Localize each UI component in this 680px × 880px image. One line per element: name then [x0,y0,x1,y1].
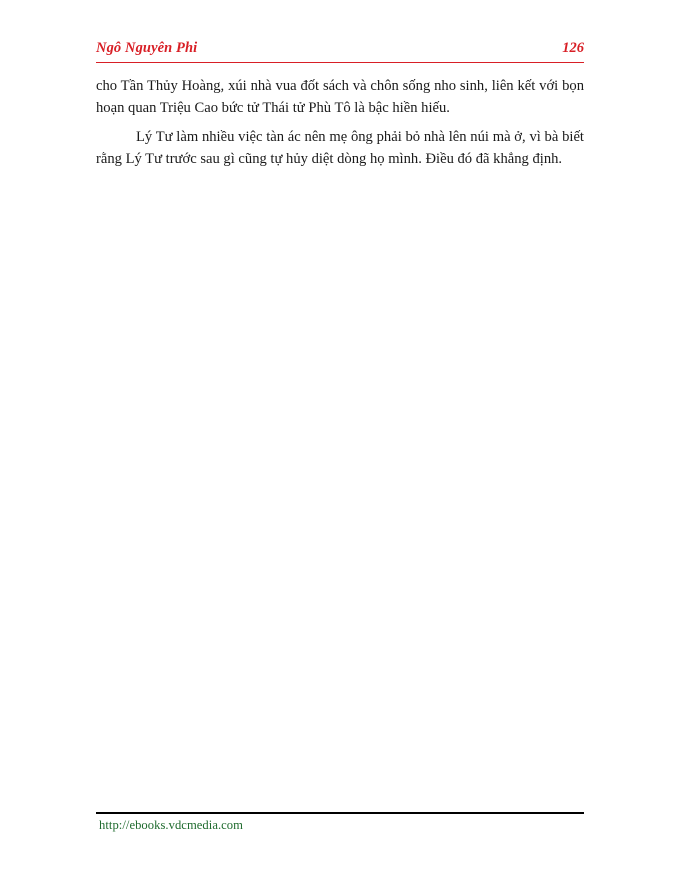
header-author: Ngô Nguyên Phi [96,40,198,56]
page-header [96,40,584,57]
header-divider [96,62,584,63]
paragraph: cho Tần Thủy Hoàng, xúi nhà vua đốt sách và chôn sống nho sinh, liên kết với bọn hoạn quan Triệu Cao bức tử Thái tử Phù Tô là bậc hiền hiếu. [96,78,584,116]
footer-url-link[interactable]: http://ebooks.vdcmedia.com [99,818,244,832]
header-page-number: 126 [562,40,584,56]
footer-divider [96,812,584,814]
paragraph: Lý Tư làm nhiều việc tàn ác nên mẹ ông phải bỏ nhà lên núi mà ở, vì bà biết rằng Lý Tư trước sau gì cũng tự hủy diệt dòng họ mình. Điều đó đã khẳng định. [96,129,584,167]
page-body [96,76,584,170]
